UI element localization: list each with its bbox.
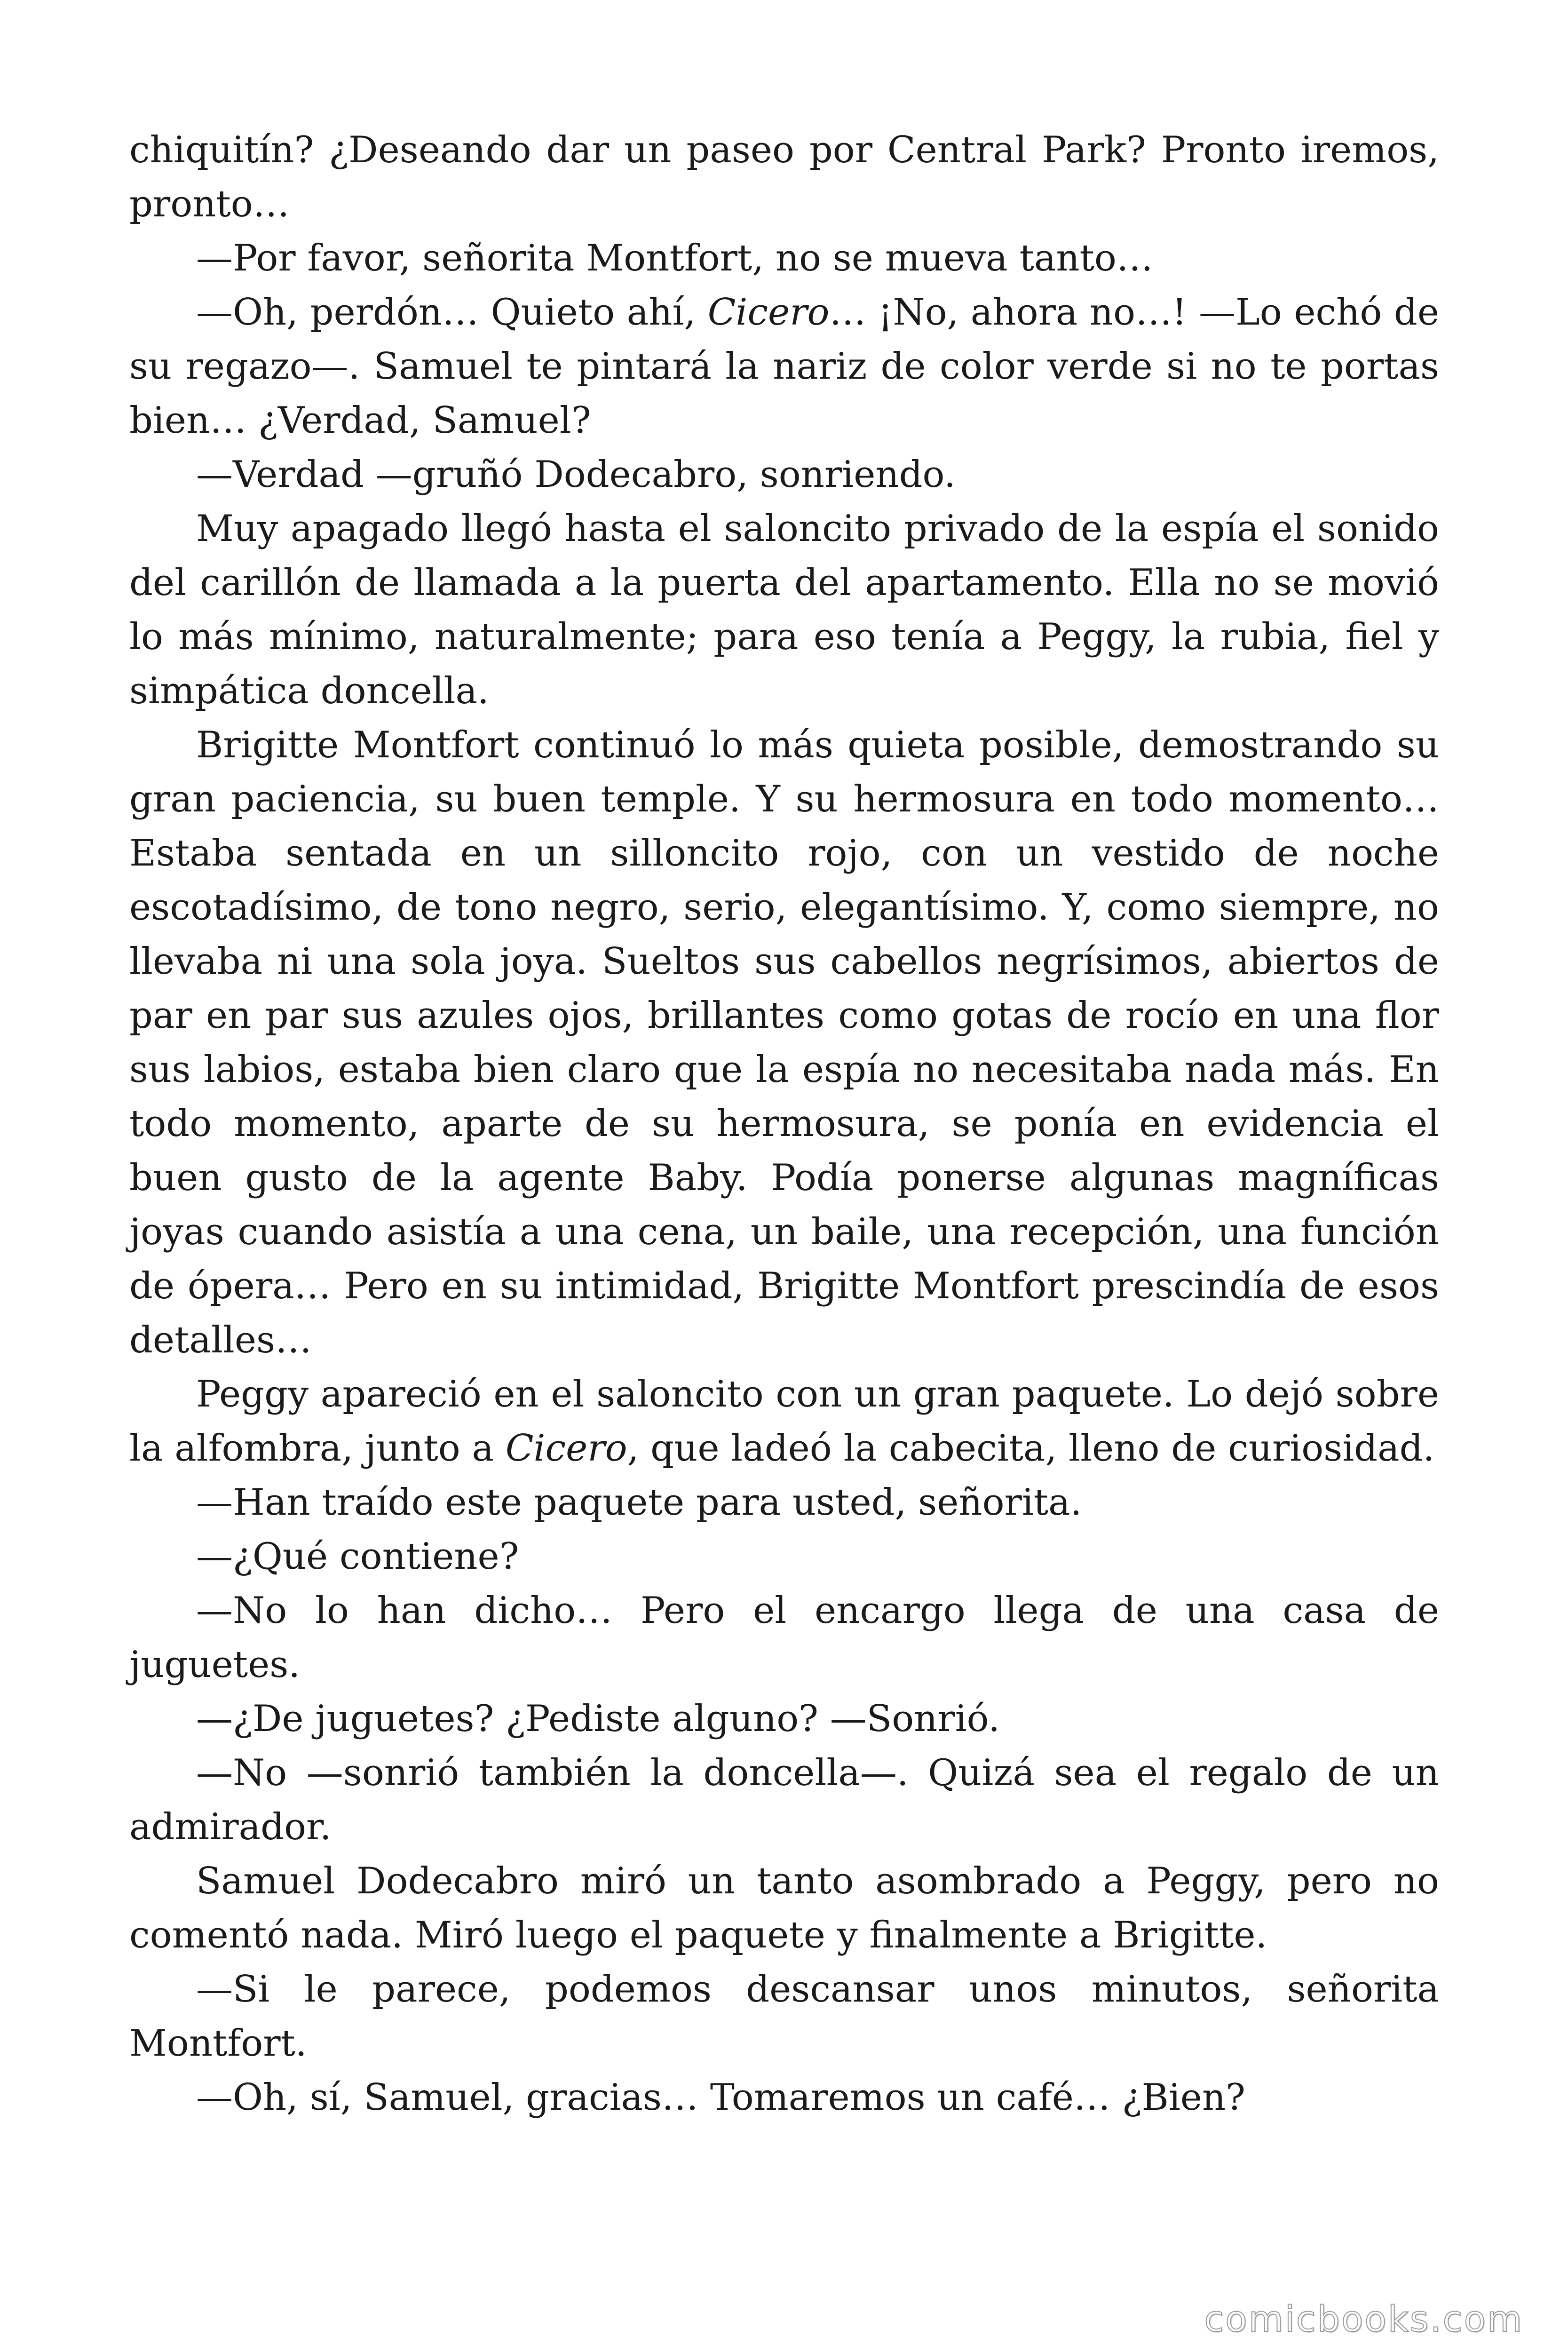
text-run: —No —sonrió también la doncella—. Quizá sea el regalo de un admirador. xyxy=(129,1752,1439,1848)
text-run: —No lo han dicho… Pero el encargo llega de una casa de juguetes. xyxy=(129,1589,1439,1686)
text-run: Muy apagado llegó hasta el saloncito privado de la espía el sonido del carillón de llamada a la puerta del apartamento. Ella no se movió lo más mínimo, naturalmente; para eso tenía a Peggy, la rubia, fiel y simpática doncella. xyxy=(129,508,1439,712)
paragraph xyxy=(129,231,1439,286)
paragraph xyxy=(129,502,1439,718)
text-run: —Por favor, señorita Montfort, no se mueva tanto… xyxy=(196,237,1153,279)
text-run: —Oh, perdón… Quieto ahí, xyxy=(196,291,708,334)
paragraph xyxy=(129,718,1439,1367)
paragraph xyxy=(129,448,1439,502)
watermark-logo: comicbooks.com xyxy=(1204,2298,1523,2340)
text-run: … ¡No, ahora no…! —Lo echó de su regazo—. Samuel te pintará la nariz de color verde si no te portas bien… ¿Verdad, Samuel? xyxy=(129,291,1439,442)
text-run: —¿De juguetes? ¿Pediste alguno? —Sonrió. xyxy=(196,1698,1000,1740)
text-run: chiquitín? ¿Deseando dar un paseo por Central Park? Pronto iremos, pronto… xyxy=(129,129,1439,225)
text-run: —¿Qué contiene? xyxy=(196,1535,519,1578)
paragraph xyxy=(129,123,1439,231)
paragraph xyxy=(129,1476,1439,1530)
text-run: —Si le parece, podemos descansar unos minutos, señorita Montfort. xyxy=(129,1968,1439,2065)
text-run: , que ladeó la cabecita, lleno de curiosidad. xyxy=(627,1427,1435,1470)
text-run: Samuel Dodecabro miró un tanto asombrado a Peggy, pero no comentó nada. Miró luego el paquete y finalmente a Brigitte. xyxy=(129,1860,1439,1956)
paragraph xyxy=(129,1530,1439,1584)
paragraph xyxy=(129,2071,1439,2125)
text-run: —Verdad —gruñó Dodecabro, sonriendo. xyxy=(196,453,956,496)
text-run: Brigitte Montfort continuó lo más quieta posible, demostrando su gran paciencia, su buen temple. Y su hermosura en todo momento… Estaba sentada en un silloncito rojo, con un vestido de noche escotadísimo, de tono negro, serio, elegantísimo. Y, como siempre, no llevaba ni una sola joya. Sueltos sus cabellos negrísimos, abiertos de par en par sus azules ojos, brillantes como gotas de rocío en una flor sus labios, estaba bien claro que la espía no necesitaba nada más. En todo momento, aparte de su hermosura, se ponía en evidencia el buen gusto de la agente Baby. Podía ponerse algunas magníficas joyas cuando asistía a una cena, un baile, una recepción, una función de ópera… Pero en su intimidad, Brigitte Montfort prescindía de esos detalles… xyxy=(129,724,1439,1361)
italic-text: Cicero xyxy=(707,291,830,334)
text-run: —Han traído este paquete para usted, señorita. xyxy=(196,1481,1082,1524)
paragraph xyxy=(129,1854,1439,1963)
paragraph xyxy=(129,1367,1439,1476)
text-run: —Oh, sí, Samuel, gracias… Tomaremos un café… ¿Bien? xyxy=(196,2076,1245,2119)
paragraph xyxy=(129,1746,1439,1854)
paragraph xyxy=(129,286,1439,448)
italic-text: Cicero xyxy=(505,1427,627,1470)
paragraph xyxy=(129,1584,1439,1692)
paragraph xyxy=(129,1963,1439,2071)
body-text xyxy=(129,123,1439,2125)
text-run: Peggy apareció en el saloncito con un gran paquete. Lo dejó sobre la alfombra, junto a xyxy=(129,1373,1439,1470)
paragraph xyxy=(129,1692,1439,1746)
